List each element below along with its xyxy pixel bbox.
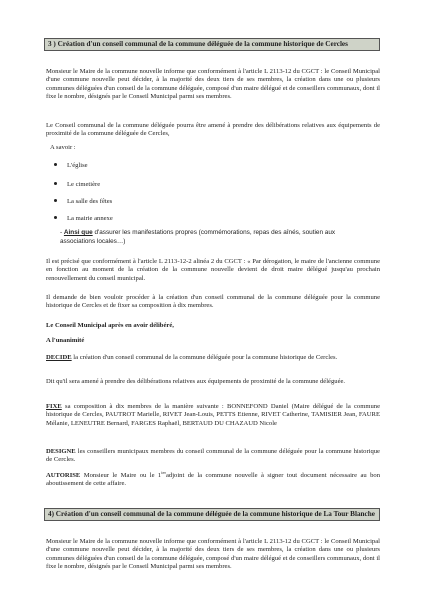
autorise-paragraph bbox=[46, 469, 380, 489]
bullet-label: Le cimetière bbox=[67, 181, 101, 188]
bullet-icon bbox=[54, 182, 57, 185]
fixe-paragraph bbox=[46, 403, 380, 428]
section-3-paragraph-2: Le Conseil communal de la commune déléguée pourra être amené à prendre des délibérations relatives aux équipements de proximité de la commune déléguée de Cercles, bbox=[46, 122, 380, 138]
decide-text: la création d'un conseil communal de la commune déléguée pour la commune historique de Cercles. bbox=[71, 354, 338, 361]
designe-keyword: DESIGNE bbox=[46, 448, 76, 455]
ainsi-que-item: - Ainsi que d'assurer les manifestations propres (commémorations, repas des aînés, soutien aux associations locales…) bbox=[60, 229, 336, 245]
fixe-text: sa composition à dix membres de la manière suivante : BONNEFOND Daniel (Maire délégué de la commune historique de Cercles, PAUTROT Marielle, RIVET Jean-Louis, PETTS Etienne, RIVET Catherine, TAMISIER Jean, FAURE Mélanie, LENEUTRE Bernard, FARGES Raphaël, BERTAUD DU CHAZAUD Nicole bbox=[46, 403, 380, 427]
bullet-icon bbox=[54, 216, 57, 219]
bullet-item bbox=[54, 215, 113, 223]
autorise-keyword: AUTORISE bbox=[46, 472, 81, 479]
bullet-icon bbox=[54, 163, 57, 166]
autorise-text-b: adjoint de la commune nouvelle à signer tout document nécessaire au bon aboutissement de cette affaire. bbox=[46, 472, 380, 488]
section-3-paragraph-4: Il demande de bien vouloir procéder à la création d'un conseil communal de la commune déléguée pour la commune historique de Cercles et de fixer sa composition à dix membres. bbox=[46, 294, 380, 310]
section-4-paragraph-1: Monsieur le Maire de la commune nouvelle informe que conformément à l'article L 2113-12 du CGCT : le Conseil Municipal d'une commune nouvelle peut décider, à la majorité des deux tiers de ses membres, la création dans une ou plusieurs communes déléguées d'un conseil de la commune déléguée, composé d'un maire délégué et de conseillers communaux, dont il fixe le nombre, désignés par le Conseil Municipal parmi ses membres. bbox=[46, 538, 380, 571]
bullet-label: La salle des fêtes bbox=[67, 198, 113, 205]
a-savoir-label: A savoir : bbox=[50, 144, 76, 151]
autorise-text-a: Monsieur le Maire ou le 1 bbox=[80, 472, 162, 479]
autorise-superscript: ier bbox=[161, 469, 166, 475]
bullet-item bbox=[54, 198, 112, 206]
section-3-heading-text: 3 ) Création d'un conseil communal de la commune déléguée de la commune historique de Cercles bbox=[48, 40, 348, 48]
bullet-label: La mairie annexe bbox=[67, 215, 113, 222]
decide-keyword: DECIDE bbox=[46, 354, 72, 361]
bullet-item bbox=[54, 181, 100, 189]
bullet-label: L'église bbox=[67, 162, 88, 169]
ainsi-que-underlined: Ainsi que bbox=[63, 229, 93, 236]
designe-text: les conseillers municipaux membres du conseil communal de la commune déléguée pour la commune historique de Cercles. bbox=[46, 448, 380, 464]
deliberation-line: Le Conseil Municipal après en avoir délibéré, bbox=[46, 322, 174, 329]
section-3-paragraph-3: Il est précisé que conformément à l'article L 2113-12-2 alinéa 2 du CGCT : « Par dérogation, le maire de l'ancienne commune en fonction au moment de la création de la commune nouvelle devient de droit maire délégué jusqu'au prochain renouvellement du conseil municipal. bbox=[46, 258, 380, 282]
section-4-heading bbox=[44, 508, 380, 521]
designe-paragraph bbox=[46, 448, 380, 465]
ainsi-que-text: d'assurer les manifestations propres (commémorations, repas des aînés, soutien aux associations locales…) bbox=[60, 229, 336, 245]
section-4-heading-text: 4) Création d'un conseil communal de la commune déléguée de la commune historique de La Tour Blanche bbox=[48, 510, 375, 518]
bullet-icon bbox=[54, 199, 57, 202]
fixe-keyword: FIXE bbox=[46, 403, 62, 410]
decide-paragraph bbox=[46, 354, 380, 362]
dit-paragraph: Dit qu'il sera amené à prendre des délibérations relatives aux équipements de proximité de la commune déléguée. bbox=[46, 378, 346, 385]
section-3-paragraph-1: Monsieur le Maire de la commune nouvelle informe que conformément à l'article L 2113-12 du CGCT : le Conseil Municipal d'une commune nouvelle peut décider, à la majorité des deux tiers de ses membres, la création dans une ou plusieurs communes déléguées d'un conseil de la commune déléguée, composé d'un maire délégué et de conseillers communaux, dont il fixe le nombre, désignés par le Conseil Municipal parmi ses membres. bbox=[46, 68, 380, 101]
bullet-item bbox=[54, 162, 88, 170]
unanimity-line: A l'unanimité bbox=[46, 337, 85, 344]
section-3-heading bbox=[44, 38, 380, 51]
